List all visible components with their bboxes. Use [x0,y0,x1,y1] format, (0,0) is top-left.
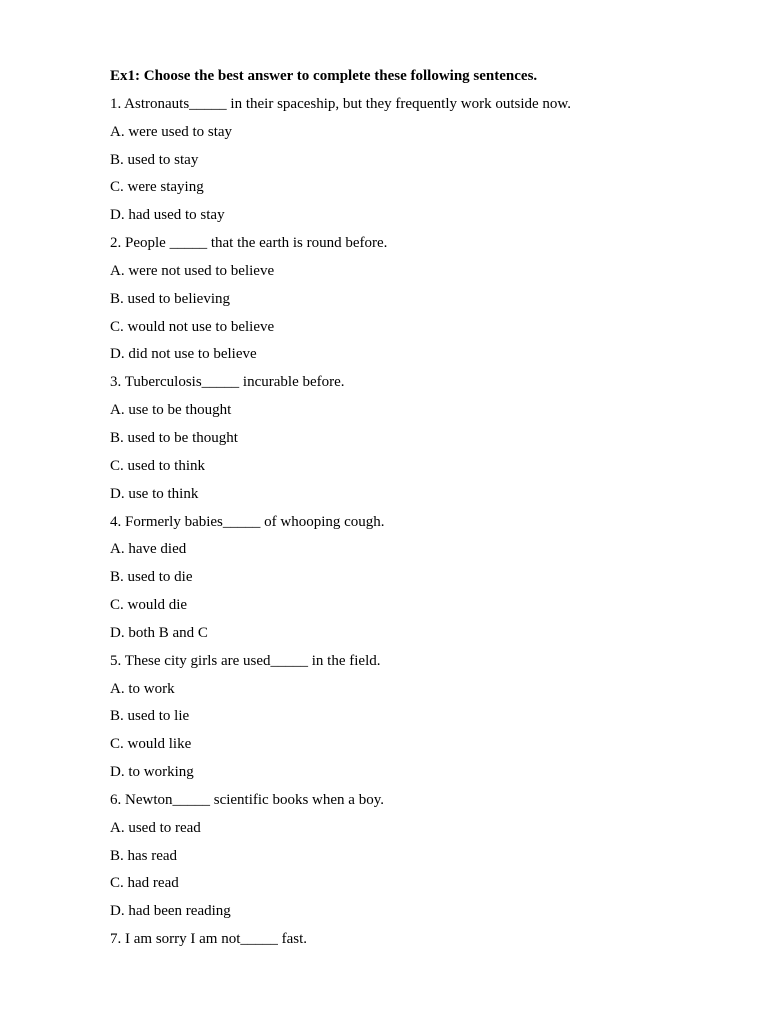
answer-option: A. have died [110,541,187,558]
answer-option: B. used to stay [110,151,199,168]
answer-option: C. were staying [110,179,204,196]
answer-option: D. had used to stay [110,207,225,224]
answer-option: D. both B and C [110,624,208,641]
question-stem: 4. Formerly babies_____ of whooping cough. [110,513,385,530]
answer-option: B. used to lie [110,708,190,725]
answer-option: D. had been reading [110,903,231,920]
question-stem: 2. People _____ that the earth is round before. [110,235,388,252]
answer-option: D. use to think [110,485,199,502]
answer-option: D. did not use to believe [110,346,257,363]
answer-option: B. used to be thought [110,429,238,446]
answer-option: B. used to believing [110,290,230,307]
question-stem: 1. Astronauts_____ in their spaceship, but they frequently work outside now. [110,95,572,112]
answer-option: A. use to be thought [110,402,232,419]
answer-option: C. used to think [110,457,206,474]
answer-option: C. would like [110,736,192,753]
answer-option: B. used to die [110,569,193,586]
answer-option: B. has read [110,847,178,864]
answer-option: A. were not used to believe [110,262,275,279]
answer-option: A. to work [110,680,175,697]
question-stem: 6. Newton_____ scientific books when a boy. [110,791,384,808]
question-stem: 5. These city girls are used_____ in the field. [110,652,381,669]
exercise-content [110,63,730,954]
answer-option: C. would not use to believe [110,318,275,335]
answer-option: A. were used to stay [110,123,233,140]
question-stem: 3. Tuberculosis_____ incurable before. [110,374,345,391]
question-stem: 7. I am sorry I am not_____ fast. [110,931,308,948]
exercise-heading: Ex1: Choose the best answer to complete these following sentences. [110,68,538,84]
answer-option: C. would die [110,597,188,614]
answer-option: D. to working [110,764,194,781]
question-list [110,91,730,954]
answer-option: A. used to read [110,819,201,836]
answer-option: C. had read [110,875,179,892]
